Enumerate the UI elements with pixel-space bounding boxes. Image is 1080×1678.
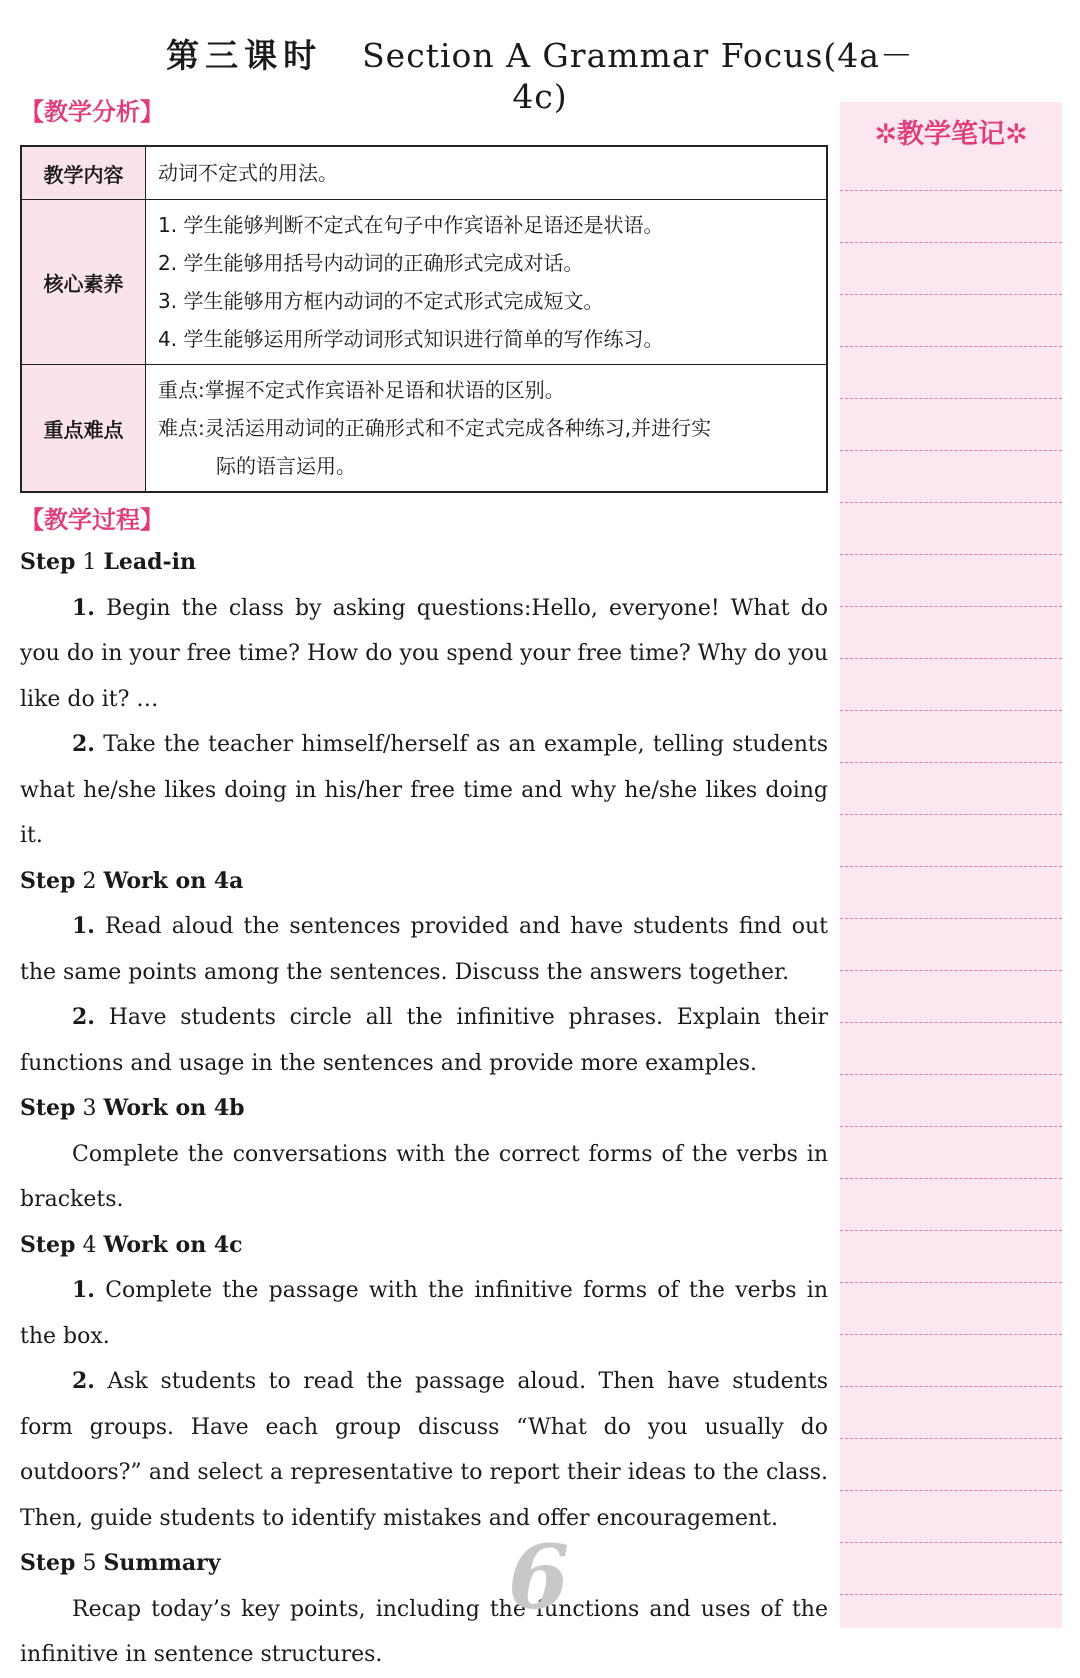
notes-line xyxy=(840,1334,1062,1335)
step-heading: Step 1 Lead-in xyxy=(20,549,197,575)
row-head: 教学内容 xyxy=(21,146,146,200)
notes-line xyxy=(840,1438,1062,1439)
content-line: 3. 学生能够用方框内动词的不定式形式完成短文。 xyxy=(158,289,604,313)
notes-line xyxy=(840,606,1062,607)
row-head: 核心素养 xyxy=(21,200,146,365)
notes-line xyxy=(840,1230,1062,1231)
row-head: 重点难点 xyxy=(21,365,146,493)
notes-sidebar xyxy=(840,102,1062,1628)
content-line: 动词不定式的用法。 xyxy=(158,161,338,185)
step-paragraph: 1. Read aloud the sentences provided and have students find out the same points among the sentences. Discuss the answers together. xyxy=(20,913,828,985)
step-heading: Step 4 Work on 4c xyxy=(20,1231,243,1258)
lesson-title: Section A Grammar Focus(4a－4c) xyxy=(362,36,914,116)
notes-line xyxy=(840,970,1062,971)
content-line: 重点:掌握不定式作宾语补足语和状语的区别。 xyxy=(158,378,565,402)
table-row xyxy=(21,200,827,365)
step-heading: Step 5 Summary xyxy=(20,1550,221,1576)
step-paragraph: Complete the conversations with the correct forms of the verbs in brackets. xyxy=(20,1141,828,1212)
notes-line xyxy=(840,762,1062,763)
row-content xyxy=(146,146,828,200)
notes-line xyxy=(840,1074,1062,1075)
row-content xyxy=(146,200,828,365)
step-heading: Step 3 Work on 4b xyxy=(20,1095,245,1121)
step-paragraph: 2. Ask students to read the passage aloud. Then have students form groups. Have each group discuss “What do you usually do outdoors?” and select a representative to report their ideas to the class. Then, guide students to identify mistakes and offer encouragement. xyxy=(20,1368,828,1531)
step-paragraph: 2. Have students circle all the infinitive phrases. Explain their functions and usage in the sentences and provide more examples. xyxy=(20,1004,828,1076)
notes-line xyxy=(840,190,1062,191)
notes-line xyxy=(840,242,1062,243)
notes-line xyxy=(840,1542,1062,1543)
analysis-table xyxy=(20,145,828,493)
notes-line xyxy=(840,814,1062,815)
step-paragraph: Recap today’s key points, including the functions and uses of the infinitive in sentence structures. xyxy=(20,1596,828,1667)
content-line: 2. 学生能够用括号内动词的正确形式完成对话。 xyxy=(158,251,584,275)
notes-line xyxy=(840,294,1062,295)
notes-line xyxy=(840,866,1062,867)
lesson-number: 第三课时 xyxy=(166,36,323,75)
notes-line xyxy=(840,346,1062,347)
notes-line xyxy=(840,398,1062,399)
content-line: 际的语言运用。 xyxy=(216,454,356,478)
content-line: 难点:灵活运用动词的正确形式和不定式完成各种练习,并进行实 xyxy=(158,416,712,440)
row-content xyxy=(146,365,828,493)
notes-line xyxy=(840,1490,1062,1491)
table-row xyxy=(21,365,827,493)
step-paragraph: 1. Begin the class by asking questions:Hello, everyone! What do you do in your free time? How do you spend your free time? Why do you like do it? … xyxy=(20,594,828,712)
process-body xyxy=(20,540,828,1678)
content-line: 1. 学生能够判断不定式在句子中作宾语补足语还是状语。 xyxy=(158,213,664,237)
page-number: 6 xyxy=(508,1525,570,1629)
notes-line xyxy=(840,502,1062,503)
table-row xyxy=(21,146,827,200)
step-heading: Step 2 Work on 4a xyxy=(20,867,244,894)
notes-line xyxy=(840,1126,1062,1127)
notes-line xyxy=(840,918,1062,919)
content-line: 4. 学生能够运用所学动词形式知识进行简单的写作练习。 xyxy=(158,327,664,351)
notes-line xyxy=(840,1594,1062,1595)
notes-title: ✲教学笔记✲ xyxy=(874,119,1028,150)
notes-line xyxy=(840,1178,1062,1179)
notes-line xyxy=(840,658,1062,659)
notes-line xyxy=(840,1386,1062,1387)
step-paragraph: 2. Take the teacher himself/herself as an example, telling students what he/she likes doing in his/her free time and why he/she likes doing it. xyxy=(20,731,828,848)
notes-line xyxy=(840,710,1062,711)
step-paragraph: 1. Complete the passage with the infinitive forms of the verbs in the box. xyxy=(20,1277,828,1349)
notes-line xyxy=(840,450,1062,451)
notes-line xyxy=(840,1022,1062,1023)
notes-line xyxy=(840,554,1062,555)
notes-line xyxy=(840,1282,1062,1283)
analysis-tag: 【教学分析】 xyxy=(20,98,164,126)
page-title xyxy=(150,30,930,116)
process-tag: 【教学过程】 xyxy=(20,506,164,534)
